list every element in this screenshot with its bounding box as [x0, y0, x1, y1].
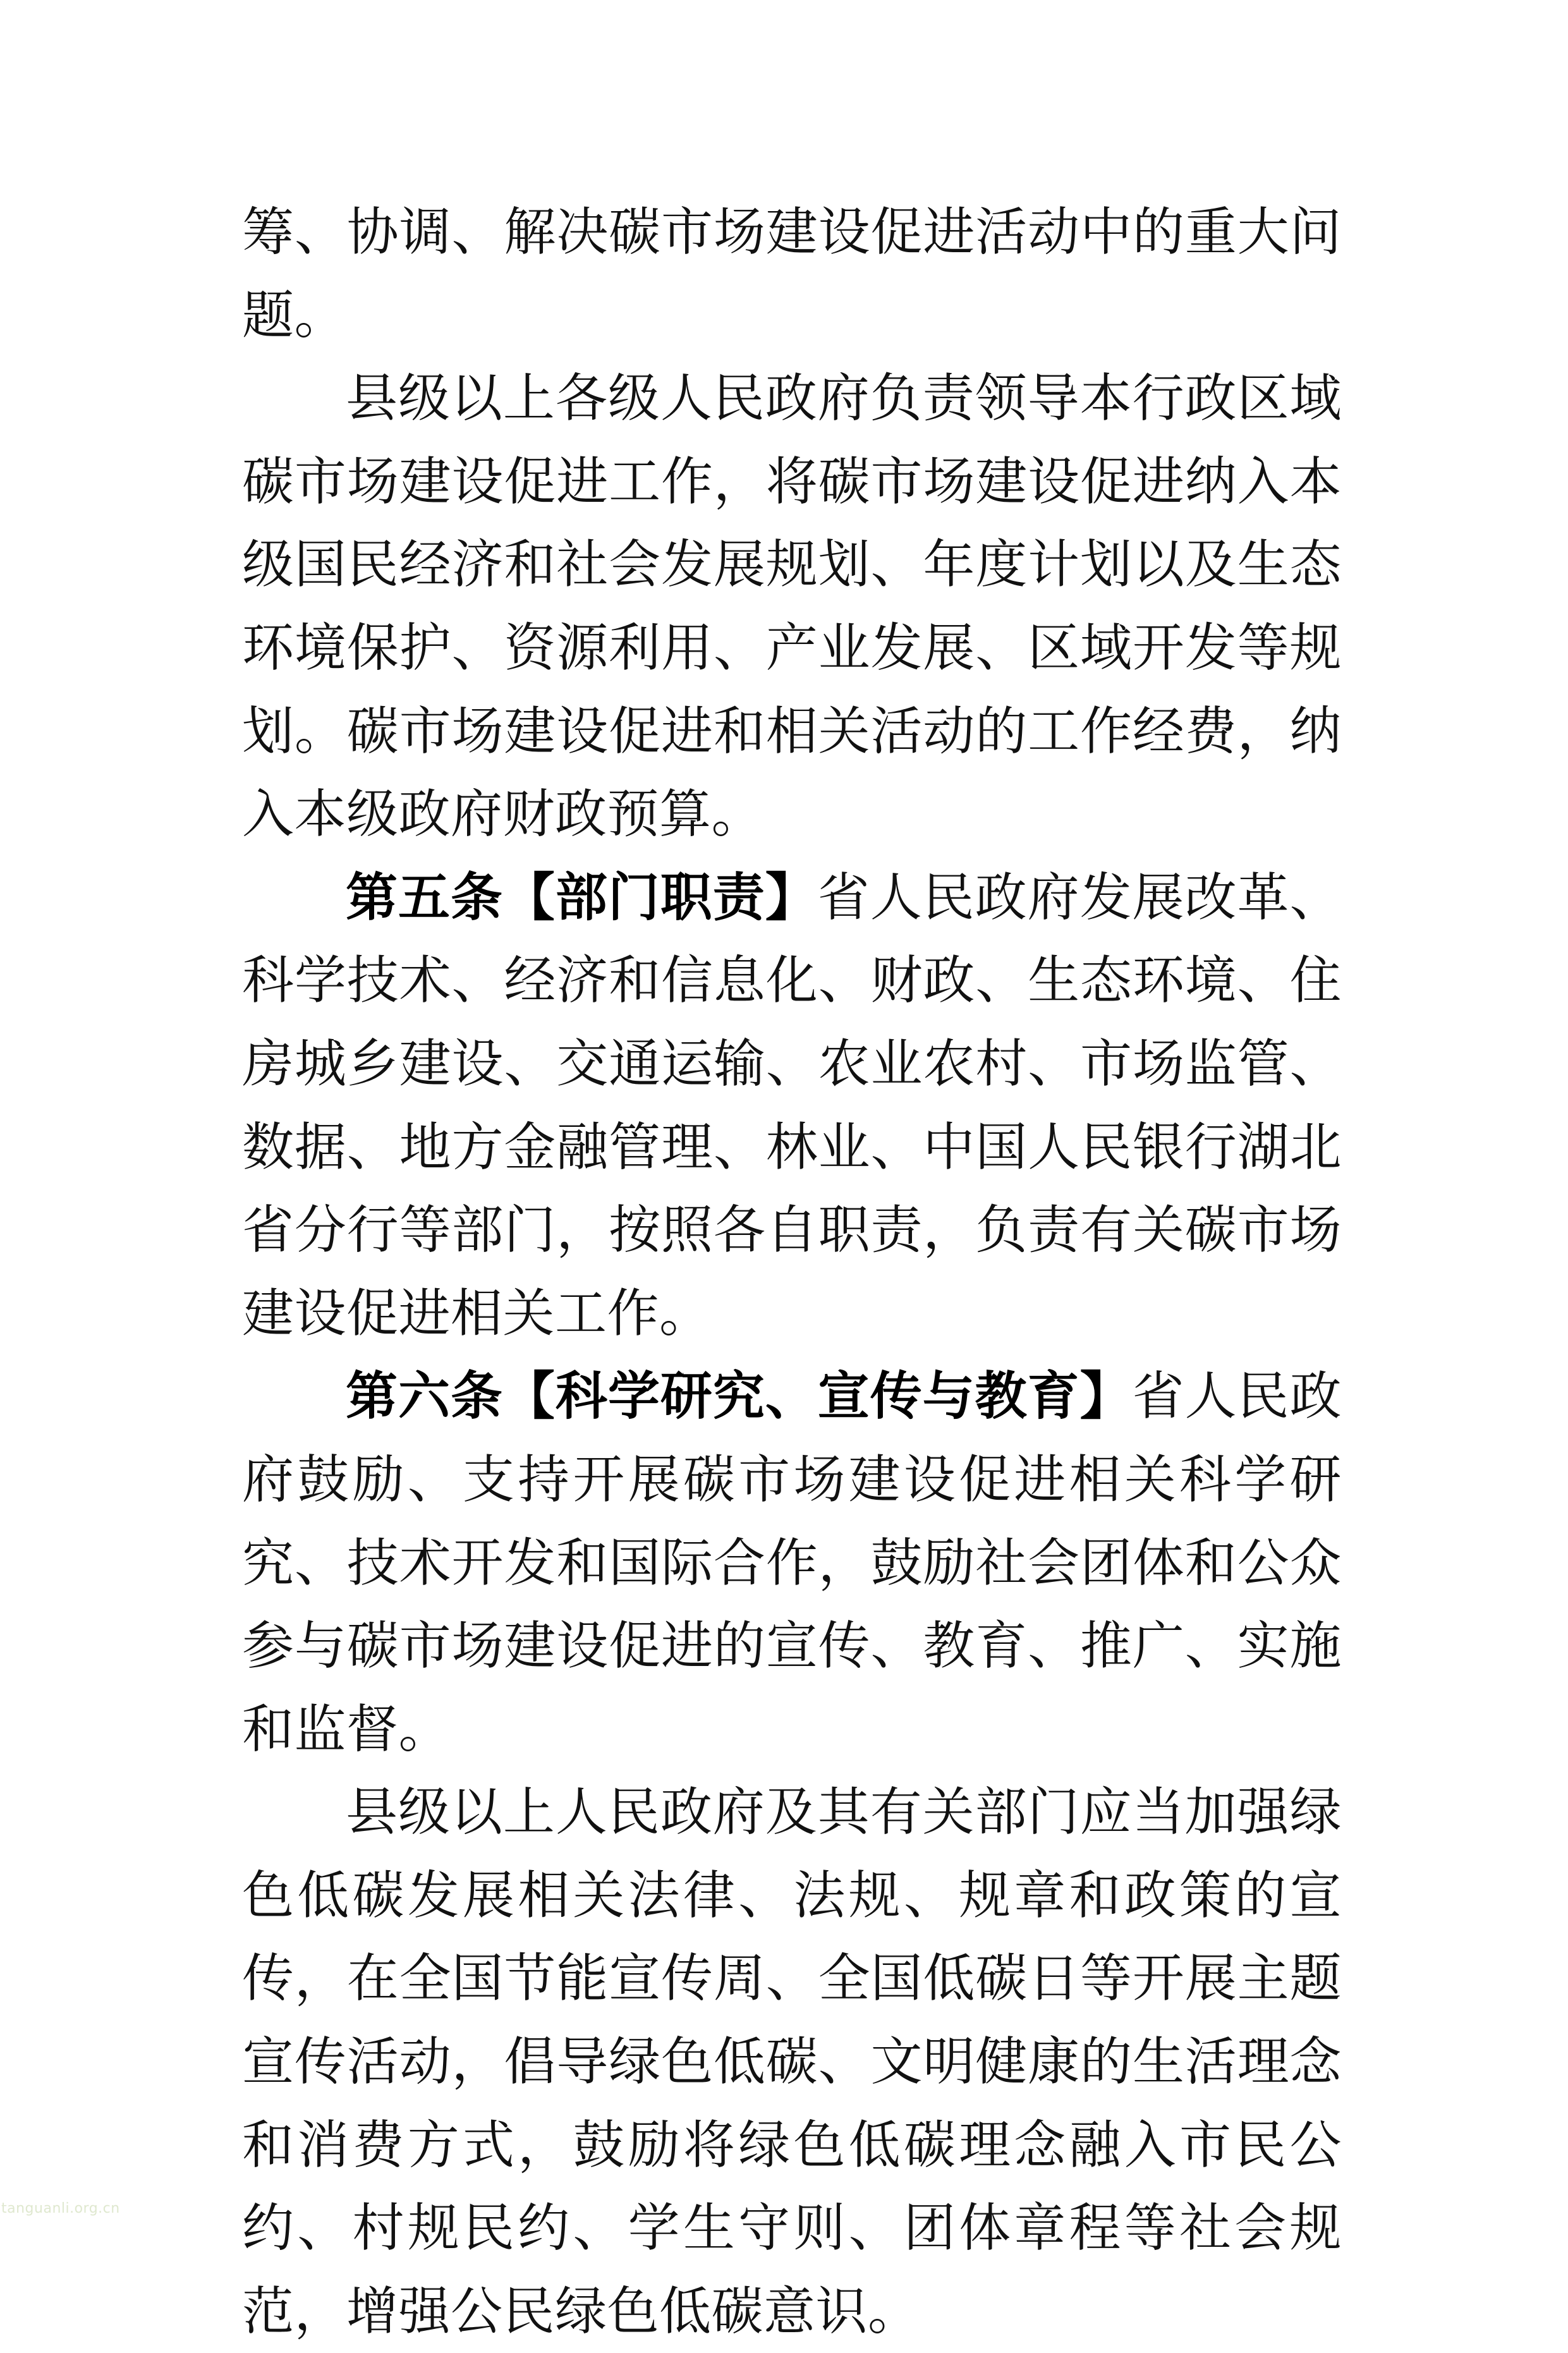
paragraph-text: 县级以上各级人民政府负责领导本行政区域碳市场建设促进工作，将碳市场建设促进纳入本级国民经济和社会发展规划、年度计划以及生态环境保护、资源利用、产业发展、区域开发等规划。碳市场建设促进和相关活动的工作经费，纳入本级政府财政预算。	[242, 368, 1342, 845]
document-page	[242, 191, 1342, 2353]
paragraph-text: 筹、协调、解决碳市场建设促进活动中的重大问题。	[242, 202, 1342, 346]
article-heading: 第五条【部门职责】	[346, 867, 818, 928]
article-6-research-publicity-education	[242, 1355, 1342, 1771]
paragraph-county-government-duties	[242, 357, 1342, 856]
paragraph-green-low-carbon-publicity	[242, 1771, 1342, 2353]
article-heading: 第六条【科学研究、宣传与教育】	[346, 1366, 1133, 1427]
paragraph-text: 省人民政府发展改革、科学技术、经济和信息化、财政、生态环境、住房城乡建设、交通运输、农业农村、市场监管、数据、地方金融管理、林业、中国人民银行湖北省分行等部门，按照各自职责，负责有关碳市场建设促进相关工作。	[242, 867, 1342, 1344]
article-5-department-duties	[242, 856, 1342, 1356]
paragraph-continuation	[242, 191, 1342, 357]
site-watermark: tanguanli.org.cn	[1, 2201, 120, 2216]
paragraph-text: 县级以上人民政府及其有关部门应当加强绿色低碳发展相关法律、法规、规章和政策的宣传，在全国节能宣传周、全国低碳日等开展主题宣传活动，倡导绿色低碳、文明健康的生活理念和消费方式，鼓励将绿色低碳理念融入市民公约、村规民约、学生守则、团体章程等社会规范，增强公民绿色低碳意识。	[242, 1782, 1342, 2342]
paragraph-text: 省人民政府鼓励、支持开展碳市场建设促进相关科学研究、技术开发和国际合作，鼓励社会团体和公众参与碳市场建设促进的宣传、教育、推广、实施和监督。	[242, 1366, 1342, 1760]
